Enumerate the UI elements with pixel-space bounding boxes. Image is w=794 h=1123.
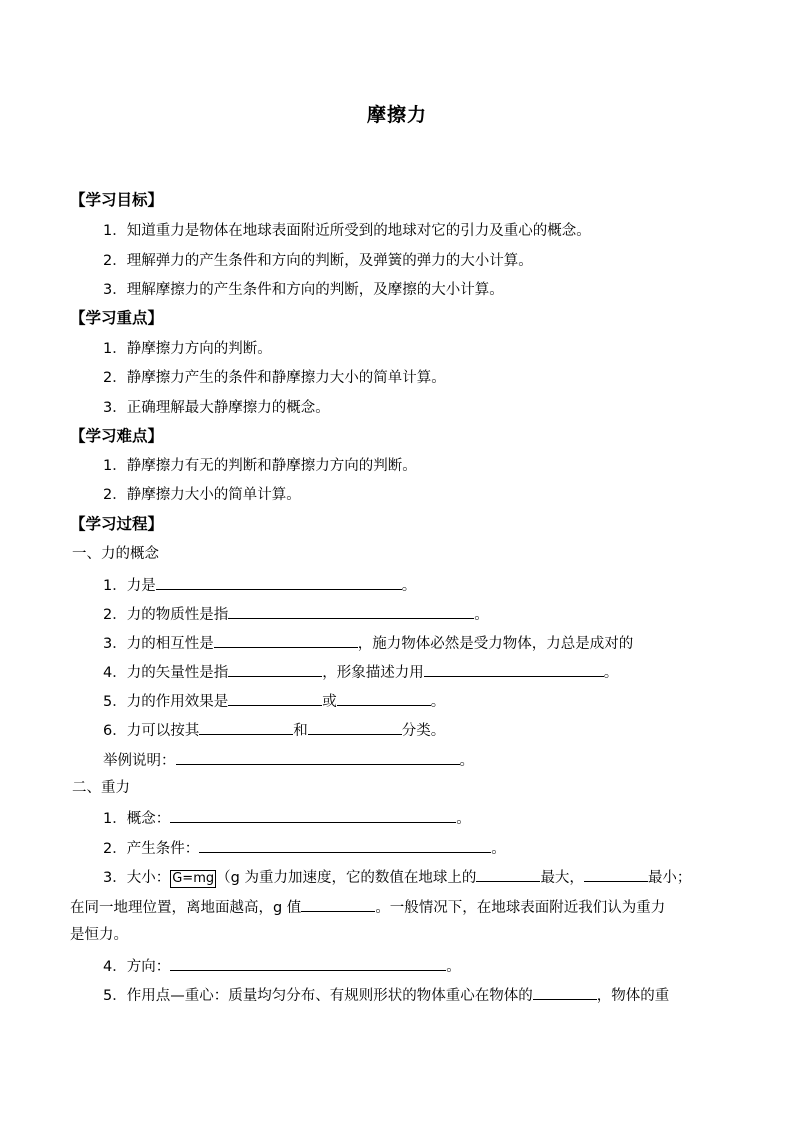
q-text: 举例说明： [103,753,176,769]
section-heading-difficult: 【学习难点】 [70,427,164,445]
part1-q6 [103,719,445,741]
answer-blank[interactable] [584,866,648,882]
part1-q1 [103,574,416,596]
q-text: 。 [430,694,446,710]
q-text: 。 [401,578,417,594]
q-text: 。 [456,811,471,827]
key-item-2: 2．静摩擦力产生的条件和静摩擦力大小的简单计算。 [103,370,446,386]
answer-blank[interactable] [214,632,358,648]
q-text: 1．概念： [103,811,171,827]
key-item-3: 3．正确理解最大静摩擦力的概念。 [103,400,330,416]
part2-heading: 二、重力 [72,780,130,796]
part1-q5 [103,690,445,712]
answer-blank[interactable] [199,719,293,735]
q-text: 6．力可以按其 [103,723,200,739]
part1-q3 [103,632,633,654]
goal-item-2: 2．理解弹力的产生条件和方向的判断，及弹簧的弹力的大小计算。 [103,253,533,269]
q-text: 最大， [540,870,584,886]
answer-blank[interactable] [156,574,402,590]
answer-blank[interactable] [228,661,322,677]
q-text: 在同一地理位置，离地面越高，g 值 [70,900,302,916]
q-text: 和 [293,723,308,739]
answer-blank[interactable] [308,719,402,735]
answer-blank[interactable] [228,603,474,619]
goal-item-1: 1．知道重力是物体在地球表面附近所受到的地球对它的引力及重心的概念。 [103,223,591,239]
section-heading-goals: 【学习目标】 [70,191,164,209]
answer-blank[interactable] [533,984,597,1000]
q-text: 或 [322,694,337,710]
answer-blank[interactable] [199,837,491,853]
q-text: ，物体的重 [596,988,670,1004]
part2-q4 [103,955,461,977]
q-text: ，施力物体必然是受力物体，力总是成对的 [357,636,634,652]
part2-q3-line3: 是恒力。 [70,927,128,943]
q-text: 最小； [647,870,692,886]
q-text: 2．力的物质性是指 [103,607,229,623]
part2-q1 [103,807,471,829]
part1-q2 [103,603,489,625]
answer-blank[interactable] [301,896,375,912]
q-text: ，形象描述力用 [322,665,424,681]
answer-blank[interactable] [176,749,460,765]
answer-blank[interactable] [170,955,446,971]
answer-blank[interactable] [424,661,604,677]
answer-blank[interactable] [337,690,431,706]
q-text: 。 [491,841,506,857]
q-text: 5．力的作用效果是 [103,694,229,710]
q-text: 4．力的矢量性是指 [103,665,229,681]
formula-box: G=mg [172,871,215,886]
q-text: 3．力的相互性是 [103,636,214,652]
q-text: 3．大小： [103,870,171,886]
q-text: 4．方向： [103,959,171,975]
part2-q2 [103,837,506,859]
q-text: 5．作用点—重心：质量均匀分布、有规则形状的物体重心在物体的 [103,988,533,1004]
part1-q4 [103,661,618,683]
part2-q5 [103,984,669,1006]
section-heading-process: 【学习过程】 [70,515,164,533]
q-text: 1．力是 [103,578,156,594]
key-item-1: 1．静摩擦力方向的判断。 [103,341,272,357]
page-title: 摩擦力 [366,104,427,126]
q-text: 。 [446,959,461,975]
q-text: 。一般情况下，在地球表面附近我们认为重力 [375,900,666,916]
part2-q3 [103,866,691,888]
answer-blank[interactable] [170,807,456,823]
q-text: 2．产生条件： [103,841,200,857]
q-text: 分类。 [401,723,446,739]
q-text: 。 [474,607,489,623]
goal-item-3: 3．理解摩擦力的产生条件和方向的判断，及摩擦的大小计算。 [103,282,504,298]
difficult-item-2: 2．静摩擦力大小的简单计算。 [103,487,301,503]
q-text: 。 [459,753,474,769]
part1-heading: 一、力的概念 [72,546,159,562]
q-text: 。 [603,665,619,681]
answer-blank[interactable] [228,690,322,706]
part1-q7 [103,749,474,771]
part2-q3-line2 [70,896,665,918]
answer-blank[interactable] [476,866,540,882]
section-heading-key: 【学习重点】 [70,309,164,327]
q-text: （g 为重力加速度，它的数值在地球上的 [216,870,477,886]
difficult-item-1: 1．静摩擦力有无的判断和静摩擦力方向的判断。 [103,458,417,474]
